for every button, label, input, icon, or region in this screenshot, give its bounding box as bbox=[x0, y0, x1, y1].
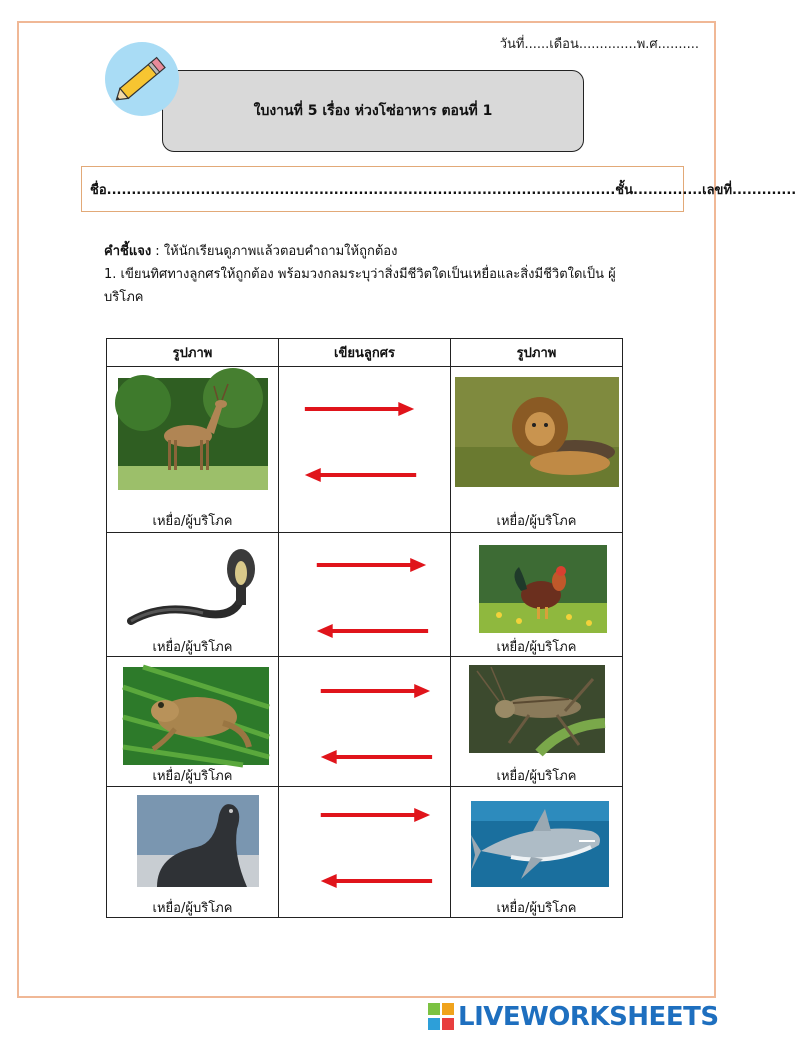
rooster-icon bbox=[479, 545, 607, 633]
instructions-label: คำชี้แจง bbox=[104, 244, 152, 259]
food-chain-table bbox=[106, 338, 623, 918]
student-info-field[interactable]: ชื่อ.......................................................................................................ชั้น..............เลขที่............. bbox=[81, 166, 684, 212]
cobra-icon bbox=[123, 547, 265, 627]
liveworksheets-logo-icon bbox=[428, 1003, 454, 1031]
pencil-icon bbox=[105, 42, 179, 116]
arrow-left-icon[interactable] bbox=[279, 623, 450, 639]
instructions-text: : ให้นักเรียนดูภาพแล้วตอบคำถามให้ถูกต้อง bbox=[151, 244, 398, 259]
arrow-left-icon[interactable] bbox=[279, 467, 450, 483]
watermark-text: LIVEWORKSHEETS bbox=[458, 1002, 719, 1032]
table-row bbox=[107, 657, 623, 787]
toad-role-label[interactable]: เหยื่อ/ผู้บริโภค bbox=[152, 769, 233, 784]
shark-icon bbox=[471, 801, 609, 887]
table-row bbox=[107, 533, 623, 657]
cobra-role-label[interactable]: เหยื่อ/ผู้บริโภค bbox=[152, 640, 233, 655]
arrow-right-icon[interactable] bbox=[279, 401, 450, 417]
seal-icon bbox=[137, 795, 259, 887]
instruction-item-1: 1. เขียนทิศทางลูกศรให้ถูกต้อง พร้อมวงกลมระบุว่าสิ่งมีชีวิตใดเป็นเหยื่อและสิ่งมีชีวิตใดเป็น ผู้บริโภค bbox=[104, 267, 616, 305]
arrow-left-icon[interactable] bbox=[279, 749, 450, 765]
header-picture-left: รูปภาพ bbox=[107, 339, 279, 367]
table-row bbox=[107, 787, 623, 918]
deer-icon bbox=[118, 378, 268, 490]
toad-icon bbox=[123, 667, 269, 765]
worksheet-title: ใบงานที่ 5 เรื่อง ห่วงโซ่อาหาร ตอนที่ 1 bbox=[162, 70, 584, 152]
shark-role-label[interactable]: เหยื่อ/ผู้บริโภค bbox=[496, 901, 577, 916]
rooster-role-label[interactable]: เหยื่อ/ผู้บริโภค bbox=[496, 640, 577, 655]
header-arrow: เขียนลูกศร bbox=[279, 339, 451, 367]
header-picture-right: รูปภาพ bbox=[451, 339, 623, 367]
instructions bbox=[104, 240, 644, 309]
table-row bbox=[107, 367, 623, 533]
date-line: วันที่......เดือน..............พ.ศ.......... bbox=[499, 37, 699, 52]
grasshopper-icon bbox=[469, 665, 605, 753]
lion-role-label[interactable]: เหยื่อ/ผู้บริโภค bbox=[496, 514, 577, 529]
arrow-right-icon[interactable] bbox=[279, 683, 450, 699]
liveworksheets-logo bbox=[428, 1000, 730, 1034]
seal-role-label[interactable]: เหยื่อ/ผู้บริโภค bbox=[152, 901, 233, 916]
arrow-right-icon[interactable] bbox=[279, 557, 450, 573]
deer-role-label[interactable]: เหยื่อ/ผู้บริโภค bbox=[152, 514, 233, 529]
lion-icon bbox=[455, 377, 619, 487]
arrow-left-icon[interactable] bbox=[279, 873, 450, 889]
arrow-right-icon[interactable] bbox=[279, 807, 450, 823]
grasshopper-role-label[interactable]: เหยื่อ/ผู้บริโภค bbox=[496, 769, 577, 784]
